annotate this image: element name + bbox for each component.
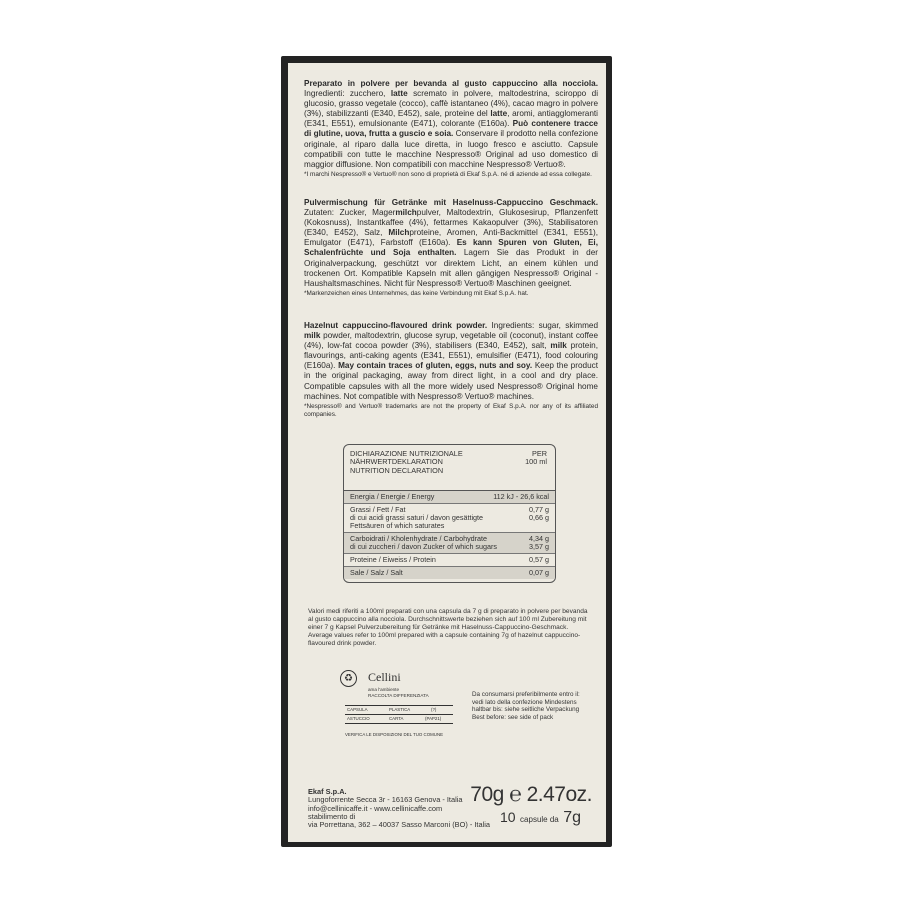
nutrition-title-de: NÄHRWERTDEKLARATION <box>350 457 443 467</box>
recycling-title: RACCOLTA DIFFERENZIATA <box>368 692 429 698</box>
average-values-note: Valori medi riferiti a 100ml preparati con una capsula da 7 g di preparato in polvere per bevanda al gusto cappuccino alla nocciola. Durchschnittswerte beziehen sich auf 100 ml Zubereitung mit einer 7 g Kapsel Pulverzubereitung für Getränke mit Haselnuss-Cappuccino-Geschmack. Average values refer to 100ml prepared with a capsule containing 7g of hazelnut cappuccino-flavoured drink powder. <box>308 608 588 648</box>
english-trademark-note: *Nespresso® and Vertuo® trademarks are not the property of Ekaf S.p.A. nor any of its affiliated companies. <box>304 402 598 418</box>
nutrition-per: PER <box>531 449 547 458</box>
recycling-row-box: ASTUCCIO CARTA (PAP21) <box>345 715 453 724</box>
nutrition-row-energy: Energia / Energie / Energy 112 kJ - 26,6 kcal <box>344 491 555 504</box>
nutrition-table <box>343 444 556 583</box>
recycling-table <box>345 705 453 724</box>
ingredients-english: Hazelnut cappuccino-flavoured drink powder. Ingredients: sugar, skimmed milk powder, maltodextrin, glucose syrup, vegetable oil (coconut), instant coffee (4%), low-fat cocoa powder (3%), stabilisers (E340, E452), salt, milk protein, flavourings, anti-caking agents (E341, E551), emulsifier (E471), food colouring (E160a). May contain traces of gluten, eggs, nuts and soy. Keep the product in the original packaging, away from direct light, in a cool and dry place. Compatible capsules with all the more widely used Nespresso® Original home machines. Not compatible with Nespresso® Vertuo® machines. *Nespresso® and Vertuo® trademarks are not the property of Ekaf S.p.A. nor any of its affiliated companies. <box>304 321 599 418</box>
nutrition-row-carbohydrate: Carboidrati / Kholenhydrate / Carbohydrate di cui zuccheri / davon Zucker of which sugars 4,34 g 3,57 g <box>344 533 555 554</box>
italian-title: Preparato in polvere per bevanda al gusto cappuccino alla nocciola. <box>304 79 598 88</box>
company-plant-label: stabilimento di <box>308 811 356 821</box>
company-plant-address: via Porrettana, 362 – 40037 Sasso Marconi (BO) - Italia <box>308 820 490 830</box>
nutrition-row-salt: Sale / Salz / Salt 0,07 g <box>344 567 555 579</box>
nutrition-per-qty: 100 ml <box>525 457 547 467</box>
nutrition-row-fat: Grassi / Fett / Fat di cui acidi grassi saturi / davon gesättigte Fettsäuren of which saturates 0,77 g 0,66 g <box>344 504 555 533</box>
capsule-count: 10 capsule da 7g <box>500 809 581 826</box>
nutrition-row-protein: Proteine / Eiweiss / Protein 0,57 g <box>344 554 555 567</box>
nutrition-title-en: NUTRITION DECLARATION <box>350 465 444 475</box>
best-before-note: Da consumarsi preferibilmente entro il: vedi lato della confezione Mindestens haltbar bis: siehe seitliche Verpackung Best before: see side of pack <box>472 691 580 722</box>
package-back-panel <box>288 63 606 842</box>
ingredients-italian: Preparato in polvere per bevanda al gusto cappuccino alla nocciola. Ingredienti: zucchero, latte scremato in polvere, maltodestrina, sciroppo di glucosio, grasso vegetale (cocco), caffè istantaneo (4%), cacao magro in polvere (3%), stabilizzanti (E340, E452), sale, proteine del latte, aromi, antiagglomeranti (E341, E551), emulsionante (E471), colorante (E160a). Può contenere tracce di glutine, uova, frutta a guscio e soia. Conservare il prodotto nella confezione originale, al riparo dalla luce diretta, in luogo fresco e asciutto. Capsule compatibili con tutte le macchine Nespresso® Original ad uso domestico di maggior diffusione. Non compatibili con macchine Nespresso® Vertuo®. *I marchi Nespresso® e Vertuo® non sono di proprietà di Ekaf S.p.A. né di aziende ad essa collegate. <box>304 79 599 178</box>
german-trademark-note: *Markenzeichen eines Unternehmes, das keine Verbindung mit Ekaf S.p.A. hat. <box>304 289 529 297</box>
english-title: Hazelnut cappuccino-flavoured drink powder. <box>304 321 488 330</box>
german-title: Pulvermischung für Getränke mit Haselnuss-Cappuccino Geschmack. <box>304 198 598 207</box>
brand-logo: Cellini <box>368 670 401 684</box>
net-weight: 70g ℮ 2.47oz. <box>470 783 592 806</box>
recycle-icon: ♻ <box>340 670 357 687</box>
nutrition-title-it: DICHIARAZIONE NUTRIZIONALE <box>350 449 463 458</box>
company-name: Ekaf S.p.A. <box>308 787 347 796</box>
nutrition-header <box>344 445 555 491</box>
recycling-footer: VERIFICA LE DISPOSIZIONI DEL TUO COMUNE <box>345 732 444 737</box>
recycling-row-capsule: CAPSULA PLASTICA (?) <box>345 705 453 715</box>
italian-trademark-note: *I marchi Nespresso® e Vertuo® non sono di proprietà di Ekaf S.p.A. né di aziende ad essa collegate. <box>304 170 592 178</box>
brand-tagline: ama l'ambiente <box>368 687 400 692</box>
ingredients-german: Pulvermischung für Getränke mit Haselnuss-Cappuccino Geschmack. Zutaten: Zucker, Magermilchpulver, Maltodextrin, Glukosesirup, Pflanzenfett (Kokosnuss), Instantkaffee (4%), fettarmes Kakaopulver (3%), Stabilisatoren (E340, E452), Salz, Milchproteine, Aromen, Anti-Backmittel (E341, E551), Emulgator (E471), Farbstoff (E160a). Es kann Spuren von Gluten, Ei, Schalenfrüchte und Soja enthalten. Lagern Sie das Produkt in der Originalverpackung, geschützt vor direktem Licht, an einem kühlen und trockenen Ort. Kompatible Kapseln mit allen gängigen Nespresso® Original -Haushaltsmaschines. Nicht für Nespresso® Vertuo® Maschinen geeignet. *Markenzeichen eines Unternehmes, das keine Verbindung mit Ekaf S.p.A. hat. <box>304 198 598 297</box>
company-address: Lungoforrente Secca 3r - 16163 Genova - Italia <box>308 795 463 805</box>
company-contacts: info@cellinicaffe.it - www.cellinicaffe.com <box>308 803 443 813</box>
